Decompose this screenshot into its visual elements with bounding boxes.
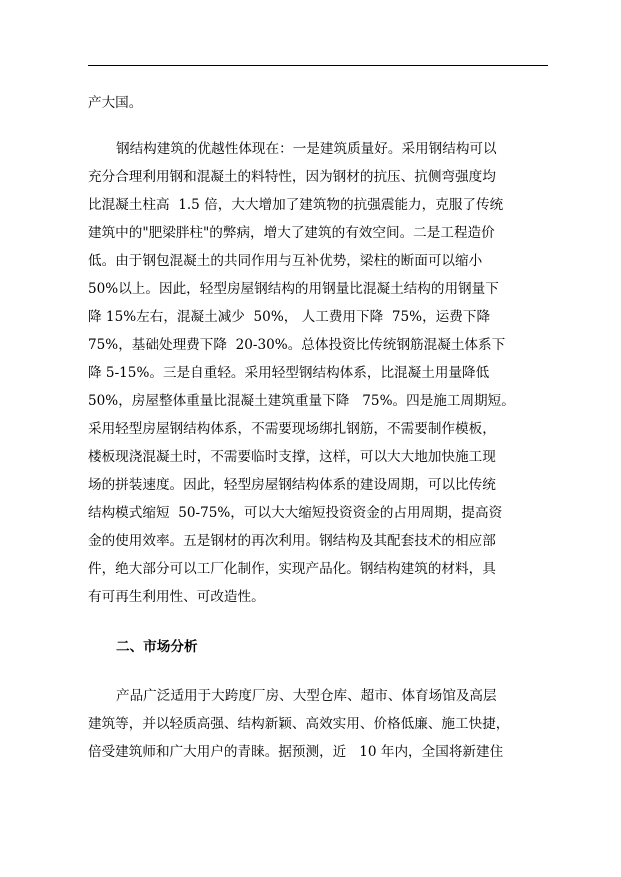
header-rule	[88, 65, 548, 66]
paragraph-line: 50%以上。因此，轻型房屋钢结构的用钢量比混凝土结构的用钢量下	[88, 281, 499, 297]
paragraph-line: 场的拼装速度。因此，轻型房屋钢结构体系的建设周期，可以比传统	[88, 477, 496, 493]
paragraph-line: 50%，房屋整体重量比混凝土建筑重量下降 75%。四是施工周期短。	[88, 393, 515, 409]
paragraph-line: 低。由于钢包混凝土的共同作用与互补优势，梁柱的断面可以缩小	[88, 253, 483, 269]
paragraph-line: 建筑中的"肥梁胖柱"的弊病，增大了建筑的有效空间。二是工程造价	[88, 225, 495, 241]
paragraph-line: 采用轻型房屋钢结构体系，不需要现场绑扎钢筋，不需要制作模板，	[88, 421, 496, 437]
paragraph-line: 降 5-15%。三是自重轻。采用轻型钢结构体系，比混凝土用量降低	[88, 365, 490, 381]
paragraph-line: 钢结构建筑的优越性体现在：一是建筑质量好。采用钢结构可以	[116, 141, 497, 157]
paragraph-line: 降 15%左右，混凝土减少 50%， 人工费用下降 75%，运费下降	[88, 309, 491, 325]
paragraph-line: 75%，基础处理费下降 20-30%。总体投资比传统钢筋混凝土体系下	[88, 337, 506, 353]
paragraph-line: 比混凝土柱高 1.5 倍，大大增加了建筑物的抗强震能力，克服了传统	[88, 197, 504, 213]
intro-line: 产大国。	[88, 95, 143, 111]
paragraph-line: 件，绝大部分可以工厂化制作，实现产品化。钢结构建筑的材料，具	[88, 561, 496, 577]
section-heading: 二、市场分析	[116, 639, 198, 655]
paragraph-line: 有可再生利用性、可改造性。	[88, 589, 265, 605]
paragraph-line: 充分合理利用钢和混凝土的料特性，因为钢材的抗压、抗侧弯强度均	[88, 169, 496, 185]
paragraph-line: 金的使用效率。五是钢材的再次利用。钢结构及其配套技术的相应部	[88, 533, 496, 549]
paragraph-line: 结构模式缩短 50-75%，可以大大缩短投资资金的占用周期，提高资	[88, 505, 503, 521]
paragraph-line: 建筑等，并以轻质高强、结构新颖、高效实用、价格低廉、施工快捷，	[88, 716, 510, 732]
paragraph-line: 楼板现浇混凝土时，不需要临时支撑，这样，可以大大地加快施工现	[88, 449, 496, 465]
paragraph-line: 倍受建筑师和广大用户的青睐。据预测，近 10 年内，全国将新建住	[88, 744, 504, 760]
paragraph-line: 产品广泛适用于大跨度厂房、大型仓库、超市、体育场馆及高层	[116, 688, 497, 704]
